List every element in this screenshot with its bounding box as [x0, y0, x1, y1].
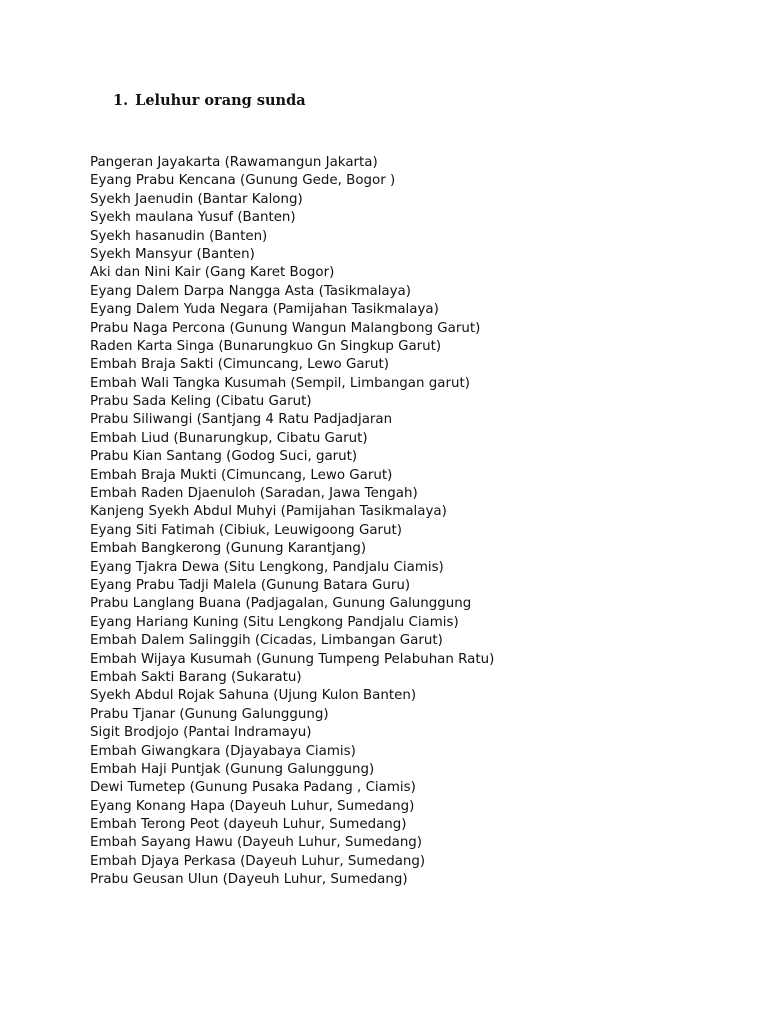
list-item: Embah Sakti Barang (Sukaratu) [90, 669, 302, 685]
list-item: Prabu Siliwangi (Santjang 4 Ratu Padjadjaran [90, 412, 393, 428]
list-item: Syekh Abdul Rojak Sahuna (Ujung Kulon Banten) [90, 688, 417, 704]
list-item: Embah Liud (Bunarungkup, Cibatu Garut) [90, 430, 368, 446]
list-item: Raden Karta Singa (Bunarungkuo Gn Singkup Garut) [90, 338, 442, 354]
list-item: Embah Wali Tangka Kusumah (Sempil, Limbangan garut) [90, 375, 470, 391]
list-item: Eyang Prabu Tadji Malela (Gunung Batara Guru) [90, 577, 411, 593]
list-item: Kanjeng Syekh Abdul Muhyi (Pamijahan Tasikmalaya) [90, 504, 447, 520]
list-item: Embah Djaya Perkasa (Dayeuh Luhur, Sumedang) [90, 853, 426, 869]
list-item: Prabu Kian Santang (Godog Suci, garut) [90, 449, 358, 465]
list-item: Syekh Jaenudin (Bantar Kalong) [90, 191, 303, 207]
list-item: Syekh maulana Yusuf (Banten) [90, 210, 296, 226]
list-item: Embah Dalem Salinggih (Cicadas, Limbangan Garut) [90, 633, 443, 649]
list-item: Syekh Mansyur (Banten) [90, 246, 255, 262]
list-item: Eyang Tjakra Dewa (Situ Lengkong, Pandjalu Ciamis) [90, 559, 444, 575]
list-item: Eyang Hariang Kuning (Situ Lengkong Pandjalu Ciamis) [90, 614, 459, 630]
list-item: Pangeran Jayakarta (Rawamangun Jakarta) [90, 155, 378, 170]
list-item: Embah Wijaya Kusumah (Gunung Tumpeng Pelabuhan Ratu) [90, 651, 495, 667]
list-item: Syekh hasanudin (Banten) [90, 228, 268, 244]
section-heading [113, 92, 306, 109]
list-item: Prabu Geusan Ulun (Dayeuh Luhur, Sumedang) [90, 872, 408, 888]
list-item: Prabu Sada Keling (Cibatu Garut) [90, 394, 312, 410]
list-item: Embah Braja Mukti (Cimuncang, Lewo Garut) [90, 467, 393, 483]
section-number: 1. [113, 92, 129, 109]
list-item: Prabu Langlang Buana (Padjagalan, Gunung Galunggung [90, 596, 472, 612]
list-item: Embah Terong Peot (dayeuh Luhur, Sumedang) [90, 817, 407, 833]
list-item: Eyang Konang Hapa (Dayeuh Luhur, Sumedang) [90, 798, 415, 814]
list-item: Dewi Tumetep (Gunung Pusaka Padang , Ciamis) [90, 780, 416, 796]
list-item: Eyang Dalem Yuda Negara (Pamijahan Tasikmalaya) [90, 302, 439, 318]
list-item: Eyang Siti Fatimah (Cibiuk, Leuwigoong Garut) [90, 522, 402, 538]
list-item: Prabu Naga Percona (Gunung Wangun Malangbong Garut) [90, 320, 481, 336]
list-item: Embah Braja Sakti (Cimuncang, Lewo Garut) [90, 357, 390, 373]
list-item: Embah Raden Djaenuloh (Saradan, Jawa Tengah) [90, 486, 418, 502]
list-item: Aki dan Nini Kair (Gang Karet Bogor) [90, 265, 335, 281]
list-item: Embah Bangkerong (Gunung Karantjang) [90, 541, 367, 557]
list-item: Embah Sayang Hawu (Dayeuh Luhur, Sumedang) [90, 835, 423, 851]
list-item: Embah Haji Puntjak (Gunung Galunggung) [90, 761, 375, 777]
list-item: Sigit Brodjojo (Pantai Indramayu) [90, 725, 312, 741]
section-title: Leluhur orang sunda [135, 92, 306, 109]
list-item: Eyang Prabu Kencana (Gunung Gede, Bogor ) [90, 173, 396, 189]
ancestor-list [90, 154, 494, 890]
list-item: Eyang Dalem Darpa Nangga Asta (Tasikmalaya) [90, 283, 411, 299]
list-item: Embah Giwangkara (Djayabaya Ciamis) [90, 743, 356, 759]
list-item: Prabu Tjanar (Gunung Galunggung) [90, 706, 329, 722]
